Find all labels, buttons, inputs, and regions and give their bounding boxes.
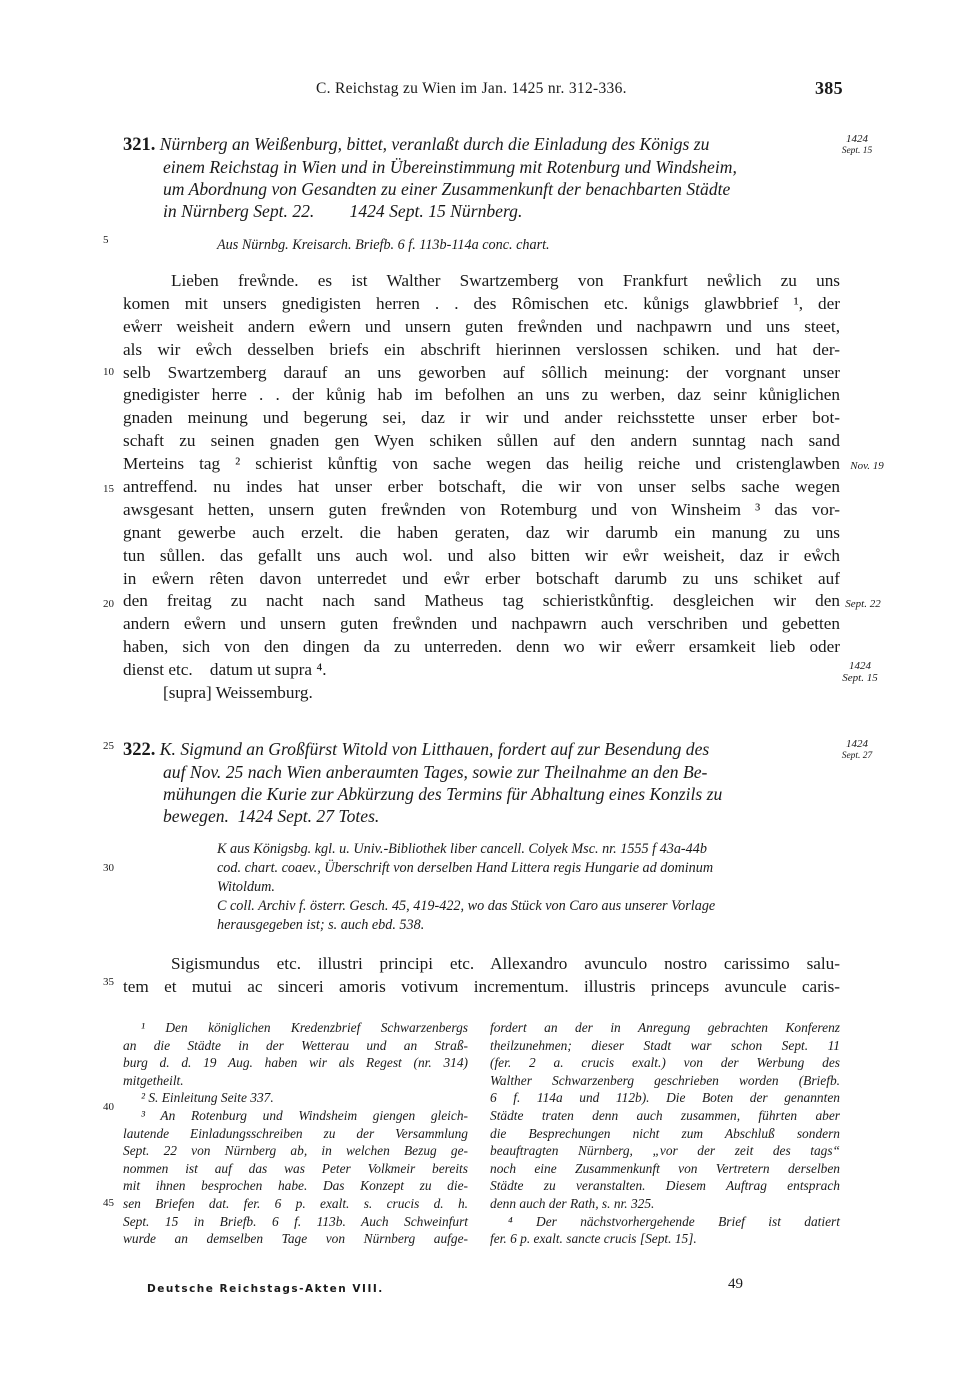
- line-number: 10: [103, 366, 114, 378]
- line-number: 5: [103, 234, 109, 246]
- footnote-line: wurde an demselben Tage von Nürnberg aufge-: [123, 1231, 468, 1247]
- source-line: herausgegeben ist; s. auch ebd. 538.: [217, 917, 425, 933]
- footnote-line: 6 f. 114a und 112b). Die Boten der genannten: [490, 1090, 840, 1106]
- footnotes-left: [123, 1019, 468, 1248]
- text-line: als wir eẘch desselben briefs ein abschrift hierinnen verslossen schiken. und hat der-: [123, 339, 840, 359]
- text-line: Lieben freẘnde. es ist Walther Swartzemberg von Frankfurt neẘlich zu uns: [171, 271, 840, 290]
- footnote-line: mit ihnen besprochen habe. Das Konzept zu die-: [123, 1178, 468, 1194]
- doc321-line: um Abordnung von Gesandten zu einer Zusammenkunft der benachbarten Städte: [163, 179, 731, 199]
- address-line: [supra] Weissemburg.: [163, 683, 313, 703]
- text-line: komen mit unsers gnedigisten herren . . des Rômischen etc. kůnigs glawbbrief ¹, der: [123, 293, 840, 313]
- sheet-signature: 49: [728, 1276, 743, 1292]
- footnote-line: nommen ist auf das was Peter Volkmeir bereits: [123, 1160, 468, 1176]
- doc322-line: auf Nov. 25 nach Wien anberaumten Tages, sowie zur Theilnahme an den Be-: [163, 762, 708, 782]
- footnote-line: denn auch der Rath, s. nr. 325.: [490, 1195, 655, 1211]
- footnote-line: Städte zu veranstalten. Diesem Auftrag entsprach: [490, 1178, 840, 1194]
- doc322-text: [123, 953, 840, 999]
- footnote-line: fordert an der in Anregung gebrachten Konferenz: [490, 1020, 840, 1035]
- text-line: schaft zu seinen gnaden gen Wyen schiken sůllen auf den andern sunntag nach sand: [123, 431, 840, 451]
- series-footer: Deutsche Reichstags-Akten VIII.: [147, 1283, 384, 1295]
- doc321-text: [123, 270, 840, 705]
- footnotes-right: [490, 1019, 840, 1248]
- running-title: C. Reichstag zu Wien im Jan. 1425 nr. 312-336.: [316, 80, 627, 97]
- source-line: K aus Königsbg. kgl. u. Univ.-Bibliothek liber cancell. Colyek Msc. nr. 1555 f 43a-44b: [217, 841, 707, 857]
- text-line: andern eẘern und unsern guten freẘnden und nachpawrn auch verschriben und gebetten: [123, 614, 840, 634]
- doc322-date-margin: 1424 Sept. 27: [841, 738, 873, 761]
- text-line: tem et mutui ac sinceri amoris votivum incrementum. illustris princeps avuncule caris-: [123, 976, 840, 996]
- text-line: selb Swartzemberg darauf an uns geworben auf sôllich meinung: der vorgnant unser: [123, 362, 840, 382]
- doc321-date-margin: 1424 Sept. 15: [841, 133, 873, 156]
- doc322-number: 322.: [123, 740, 156, 760]
- text-line: dienst etc. datum ut supra ⁴.: [123, 660, 327, 680]
- text-line: antreffend. nu indes hat unser erber botschaft, die wir von unser selbs sache wegen: [123, 477, 840, 497]
- footnote-line: die Besprechungen nicht zum Abschluß sondern: [490, 1125, 840, 1141]
- footnote-line: ⁴ Der nächstvorhergehende Brief ist datiert: [508, 1213, 840, 1229]
- doc321-line: 321. Nürnberg an Weißenburg, bittet, veranlaßt durch die Einladung des Königs zu: [123, 134, 710, 155]
- footnote-line: mitgetheilt.: [123, 1072, 184, 1088]
- footnote-line: Sept. 22 von Nürnberg ab, in welchen Bezug ge-: [123, 1143, 468, 1159]
- footnote-line: Walther Schwarzenberg geschrieben worden (Briefb.: [490, 1072, 840, 1088]
- source-line: Witoldum.: [217, 879, 275, 895]
- doc322-line: bewegen. 1424 Sept. 27 Totes.: [163, 806, 380, 826]
- line-number: 20: [103, 598, 114, 610]
- text-line: gnedigister herre . . der kůnig hab im befolhen an uns zu werben, daz seinr kůniglichen: [123, 385, 840, 405]
- doc322-line: 322. K. Sigmund an Großfürst Witold von Litthauen, fordert auf zur Besendung des: [123, 739, 710, 760]
- page-number: 385: [815, 78, 843, 98]
- line-number: 45: [103, 1197, 114, 1209]
- doc321-line: einem Reichstag in Wien und in Übereinstimmung mit Rotenburg und Windsheim,: [163, 157, 737, 177]
- footnote-line: noch eine Zusammenkunft von Vertretern derselben: [490, 1160, 840, 1176]
- footnote-line: ³ An Rotenburg und Windsheim giengen gleich-: [141, 1107, 468, 1123]
- line-number: 40: [103, 1101, 114, 1113]
- doc321-number: 321.: [123, 135, 156, 155]
- footnote-line: burg d. d. 19 Aug. haben wir als Regest (nr. 314): [123, 1055, 468, 1071]
- line-number: 35: [103, 976, 114, 988]
- margin-date: 1424 Sept. 15: [842, 660, 878, 684]
- text-line: Sigismundus etc. illustri principi etc. Allexandro avunculo nostro carissimo salu-: [171, 954, 840, 973]
- text-line: in eẘern rêten davon unterredet und eẘr erber botschaft darumb zu uns schiket auf: [123, 568, 840, 588]
- text-line: gnant gewerbe auch erzelt. die haben geraten, daz wir darumb ein manung zu uns: [123, 522, 840, 542]
- margin-date: Nov. 19: [850, 460, 884, 472]
- footnote-line: (fer. 2 a. crucis exalt.) von der Werbung des: [490, 1055, 840, 1071]
- line-number: 25: [103, 740, 114, 752]
- text-line: Merteins tag ² schierist kůnftig von sache wegen das heilig reiche und cristenglawben: [123, 454, 840, 474]
- footnote-line: Städte traten denn auch zusammen, führten aber: [490, 1107, 840, 1123]
- text-line: den freitag zu nacht nach sand Matheus tag schieristkůnftig. desgleichen wir den: [123, 591, 840, 611]
- doc321-source: Aus Nürnbg. Kreisarch. Briefb. 6 f. 113b-114a conc. chart.: [217, 237, 550, 253]
- text-line: tun sůllen. das gefallt uns auch wol. und also bitten wir eẘr weisheit, daz ir eẘch: [123, 545, 840, 565]
- footnote-line: theilzunehmen; dieser Stadt war schon Sept. 11: [490, 1037, 840, 1053]
- footnote-line: an die Städte in der Wetterau und an Straß-: [123, 1037, 468, 1053]
- doc321-line: in Nürnberg Sept. 22. 1424 Sept. 15 Nürnberg.: [163, 201, 523, 221]
- footnote-line: beauftragten Nürnberg, „vor der zeit des tags“: [490, 1143, 840, 1159]
- doc322-sources: [217, 840, 841, 935]
- footnote-line: ¹ Den königlichen Kredenzbrief Schwarzenbergs: [141, 1020, 468, 1035]
- text-line: haben, sich von den dingen da zu unterreden. denn wo wir eẘerr ersamkeit lieb oder: [123, 637, 840, 657]
- text-line: eẘerr weisheit andern eẘern und unsern guten freẘnden und nachpawrn und uns steet,: [123, 316, 840, 336]
- footnote-line: Sept. 15 in Briefb. 6 f. 113b. Auch Schweinfurt: [123, 1213, 468, 1229]
- doc322-line: mühungen die Kurie zur Abkürzung des Termins für Abhaltung eines Konzils zu: [163, 784, 723, 804]
- doc322-regest: [123, 738, 843, 827]
- line-number: 30: [103, 862, 114, 874]
- text-line: gnaden meinung und begerung sei, daz ir wir und ander reichsstette unser erber bot-: [123, 408, 840, 428]
- footnote-line: lautende Einladungsschreiben zu der Versammlung: [123, 1125, 468, 1141]
- line-number: 15: [103, 483, 114, 495]
- source-line: cod. chart. coaev., Überschrift von derselben Hand Littera regis Hungarie ad dominum: [217, 860, 714, 876]
- source-line: C coll. Archiv f. österr. Gesch. 45, 419-422, wo das Stück von Caro aus unserer Vorlage: [217, 898, 716, 914]
- margin-date: Sept. 22: [845, 598, 881, 610]
- footnote-line: fer. 6 p. exalt. sancte crucis [Sept. 15].: [490, 1231, 697, 1247]
- text-line: awsgesant hetten, unsern guten freẘnden von Rotemburg und von Winsheim ³ das vor-: [123, 499, 840, 519]
- footnote-line: ² S. Einleitung Seite 337.: [141, 1090, 274, 1106]
- footnote-line: sen Briefen dat. fer. 6 p. exalt. s. crucis d. h.: [123, 1195, 468, 1211]
- doc321-regest: [123, 133, 843, 222]
